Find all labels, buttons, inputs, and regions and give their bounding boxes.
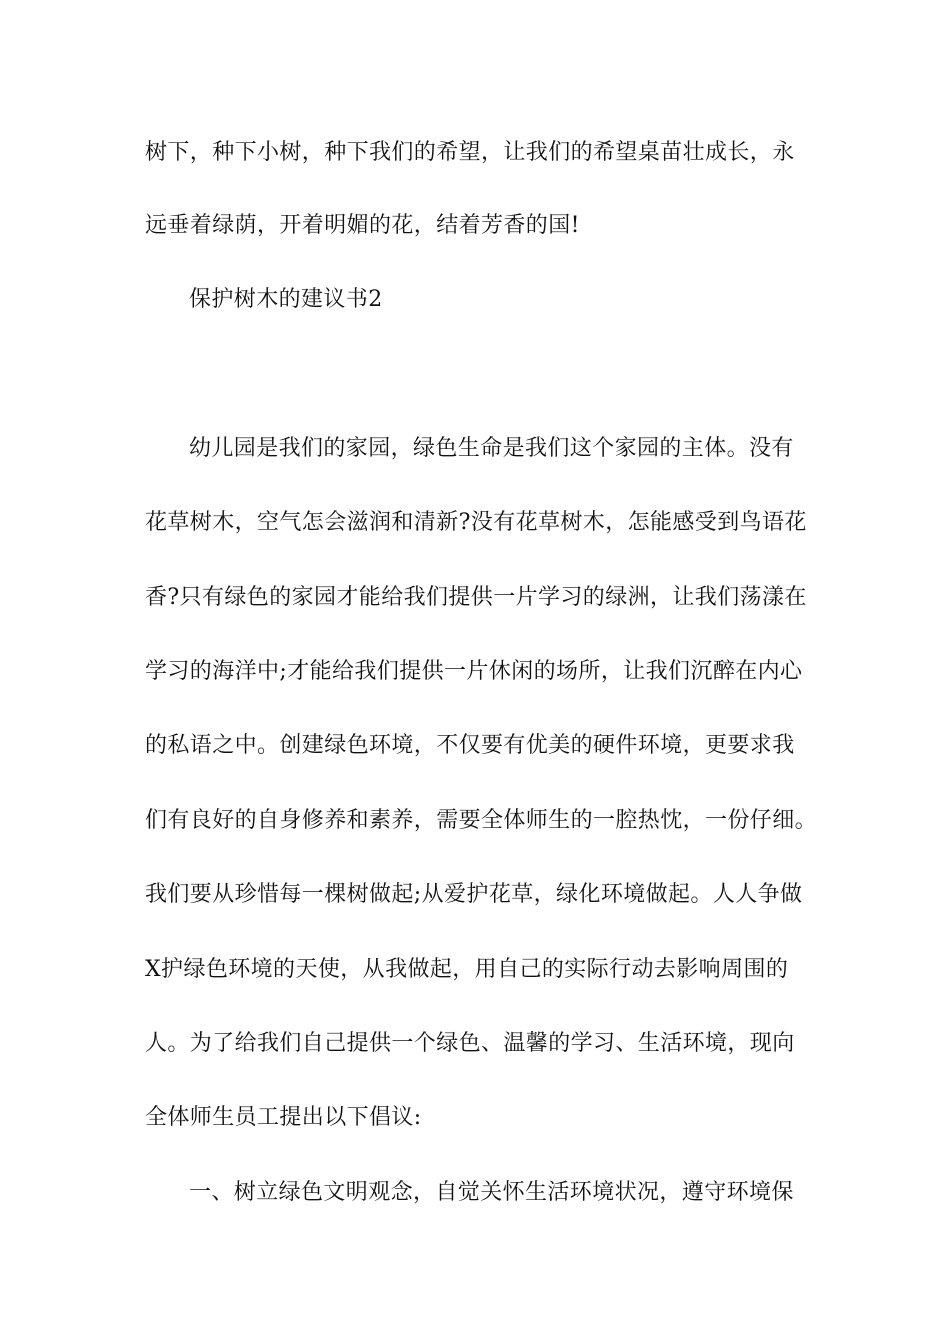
paragraph-line: 学习的海洋中;才能给我们提供一片休闲的场所，让我们沉醉在内心 [145,659,803,684]
paragraph-line: 们有良好的自身修养和素养，需要全体师生的一腔热忱，一份仔细。 [145,808,818,833]
paragraph-line: 幼儿园是我们的家园，绿色生命是我们这个家园的主体。没有 [189,436,794,461]
paragraph-line: 我们要从珍惜每一棵树做起;从爱护花草，绿化环境做起。人人争做 [145,882,803,907]
section-heading: 保护树木的建议书2 [189,287,383,312]
paragraph-line: 一、树立绿色文明观念，自觉关怀生活环境状况，遵守环境保 [189,1180,794,1205]
paragraph-line: X护绿色环境的天使，从我做起，用自己的实际行动去影响周围的 [145,957,789,982]
paragraph-line: 树下，种下小树，种下我们的希望，让我们的希望桌苗壮成长，永 [145,140,795,165]
paragraph-line: 人。为了给我们自己提供一个绿色、温馨的学习、生活环境，现向 [145,1031,795,1056]
paragraph-line: 花草树木，空气怎会滋润和清新?没有花草树木，怎能感受到鸟语花 [145,510,807,535]
paragraph-line: 远垂着绿荫，开着明媚的花，结着芳香的国! [145,213,580,238]
paragraph-line: 香?只有绿色的家园才能给我们提供一片学习的绿洲，让我们荡漾在 [145,585,807,610]
paragraph-line: 的私语之中。创建绿色环境，不仅要有优美的硬件环境，更要求我 [145,733,795,758]
paragraph-line: 全体师生员工提出以下倡议: [145,1105,422,1130]
